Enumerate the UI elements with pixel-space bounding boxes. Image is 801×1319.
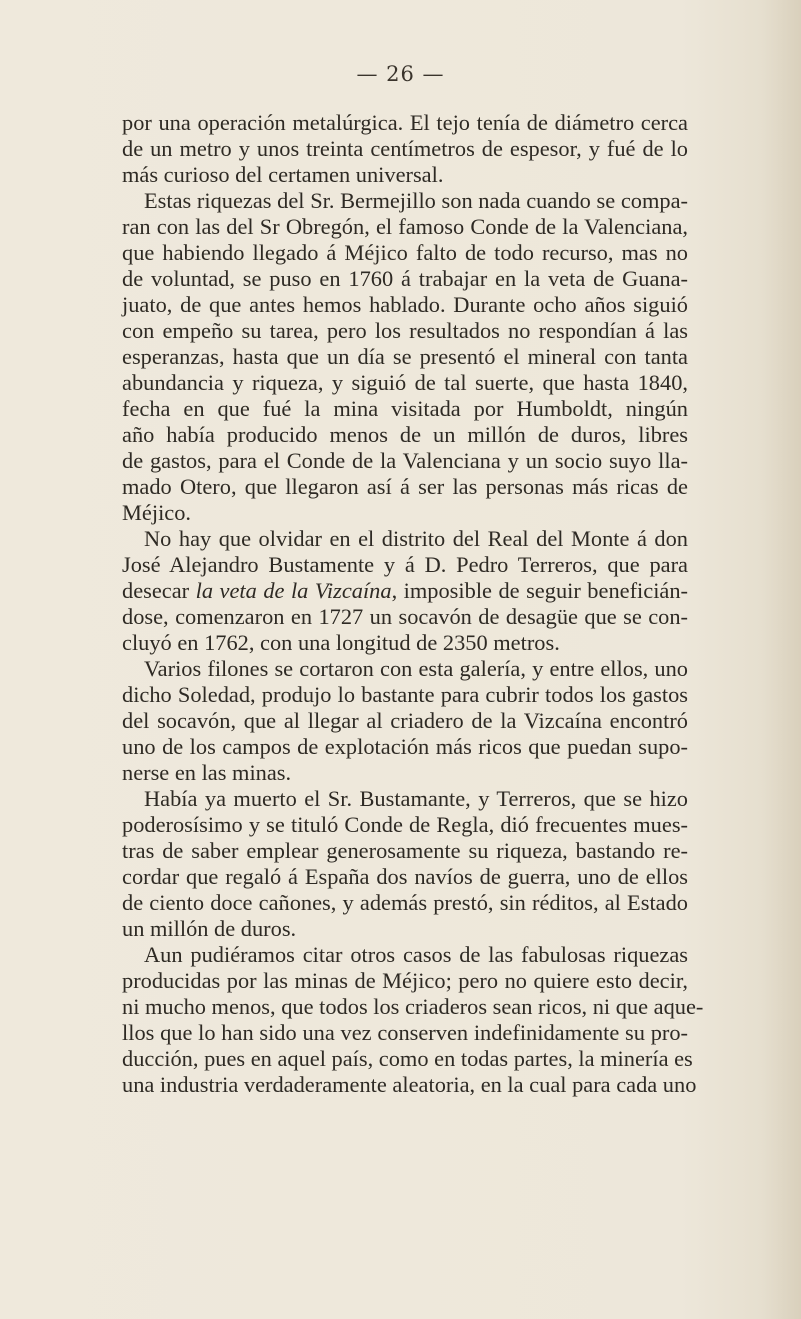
text-line: con empeño su tarea, pero los resultados no respondían á las [122,318,688,343]
text-line: una industria verdaderamente aleatoria, en la cual para cada uno [122,1072,697,1097]
page-number: — 26 — [356,62,445,86]
italic-title: la veta de la Vizcaína [195,578,392,603]
text-line: producidas por las minas de Méjico; pero no quiere esto decir, [122,968,688,993]
text-line: un millón de duros. [122,916,297,941]
text-line: que habiendo llegado á Méjico falto de todo recurso, mas no [122,240,688,265]
text-line: Estas riquezas del Sr. Bermejillo son nada cuando se compa- [144,188,688,213]
text-line: Méjico. [122,500,192,525]
text-line: llos que lo han sido una vez conserven indefinidamente su pro- [122,1020,688,1045]
text-line: año había producido menos de un millón de duros, libres [122,422,688,447]
text-line: abundancia y riqueza, y siguió de tal suerte, que hasta 1840, [122,370,688,395]
text-line: juato, de que antes hemos hablado. Durante ocho años siguió [122,292,688,317]
text-line: Aun pudiéramos citar otros casos de las fabulosas riquezas [144,942,688,967]
text-line: cluyó en 1762, con una longitud de 2350 metros. [122,630,560,655]
body-text [122,110,704,1098]
text-line: No hay que olvidar en el distrito del Real del Monte á don [144,526,688,551]
text-line: ran con las del Sr Obregón, el famoso Conde de la Valenciana, [122,214,688,239]
text-line: esperanzas, hasta que un día se presentó el mineral con tanta [122,344,688,369]
text-line: dicho Soledad, produjo lo bastante para cubrir todos los gastos [122,682,688,707]
text-line: Varios filones se cortaron con esta galería, y entre ellos, uno [144,656,688,681]
text-line: cordar que regaló á España dos navíos de guerra, uno de ellos [122,864,688,889]
text-line: fecha en que fué la mina visitada por Humboldt, ningún [122,396,688,421]
text-line: Había ya muerto el Sr. Bustamante, y Terreros, que se hizo [144,786,688,811]
text-line: de gastos, para el Conde de la Valenciana y un socio suyo lla- [122,448,688,473]
text-line: mado Otero, que llegaron así á ser las personas más ricas de [122,474,688,499]
text-line: uno de los campos de explotación más ricos que puedan supo- [122,734,688,759]
text-segment: , imposible de seguir beneficián- [391,578,689,603]
text-line: tras de saber emplear generosamente su riqueza, bastando re- [122,838,688,863]
text-line: ni mucho menos, que todos los criaderos sean ricos, ni que aque- [122,994,704,1019]
text-line: nerse en las minas. [122,760,292,785]
text-line: de voluntad, se puso en 1760 á trabajar en la veta de Guana- [122,266,688,291]
text-line: de ciento doce cañones, y además prestó, sin réditos, al Estado [122,890,688,915]
text-line: dose, comenzaron en 1727 un socavón de desagüe que se con- [122,604,688,629]
text-line: por una operación metalúrgica. El tejo tenía de diámetro cerca [122,110,688,135]
text-line [122,578,688,604]
text-line: poderosísimo y se tituló Conde de Regla, dió frecuentes mues- [122,812,688,837]
text-segment: desecar [122,578,196,603]
text-line: del socavón, que al llegar al criadero de la Vizcaína encontró [122,708,688,733]
text-line: de un metro y unos treinta centímetros de espesor, y fué de lo [122,136,688,161]
text-line: José Alejandro Bustamente y á D. Pedro Terreros, que para [122,552,688,577]
text-line: ducción, pues en aquel país, como en todas partes, la minería es [122,1046,693,1071]
text-line: más curioso del certamen universal. [122,162,444,187]
